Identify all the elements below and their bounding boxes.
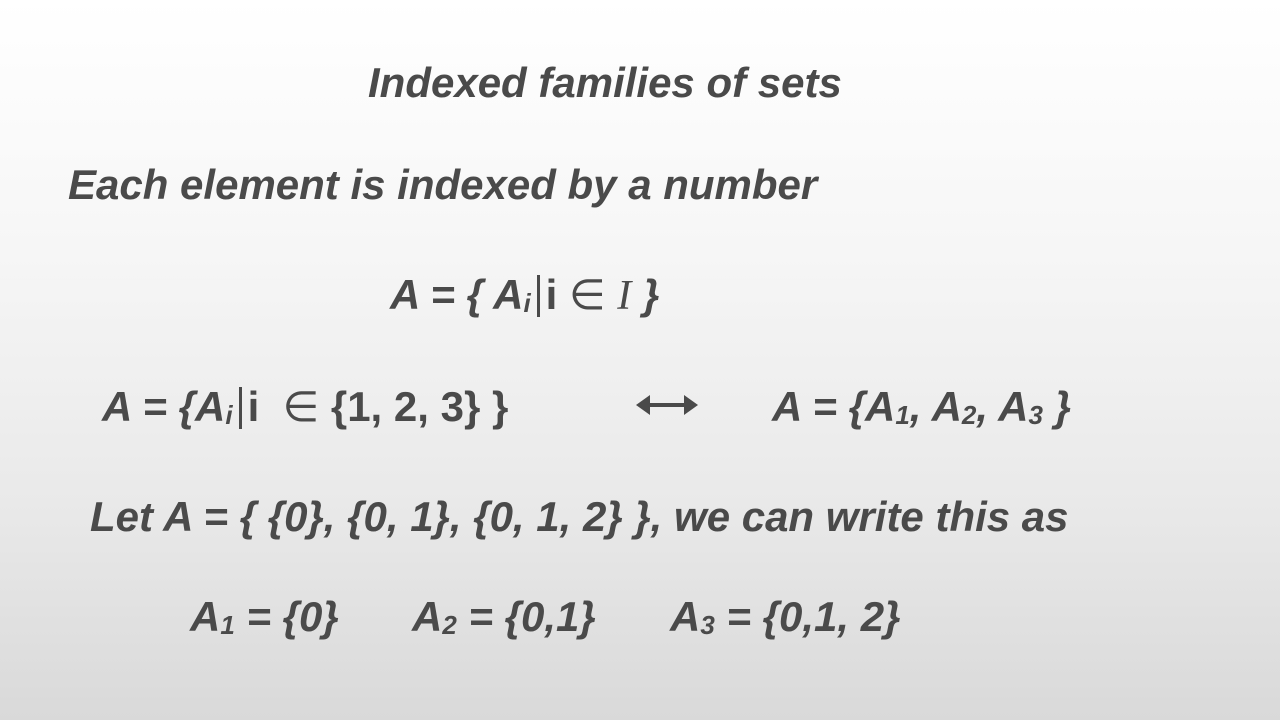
definition-a1 <box>190 593 339 641</box>
family-example-equation <box>102 382 509 431</box>
family-definition-equation <box>390 270 660 319</box>
definition-a2 <box>412 593 596 641</box>
slide-title: Indexed families of sets <box>368 59 842 106</box>
equation-lhs: A = {A <box>102 383 226 430</box>
definition-lhs: A <box>190 593 221 640</box>
equation-lhs: A = {A <box>772 383 896 430</box>
closing-brace: } <box>642 271 660 318</box>
definition-subscript: 1 <box>220 610 235 641</box>
definition-subscript: 2 <box>442 610 457 641</box>
equation-lhs: A = { A <box>390 271 524 318</box>
separator-2: , A <box>976 383 1029 430</box>
index-set-symbol: I <box>617 273 632 319</box>
definition-rhs: = {0,1, 2} <box>714 593 901 640</box>
subscript-1: 1 <box>895 400 910 431</box>
index-variable: i <box>247 383 260 430</box>
definition-rhs: = {0,1} <box>456 593 596 640</box>
index-subscript: i <box>225 400 233 431</box>
subscript-3: 3 <box>1028 400 1043 431</box>
element-of-symbol: ∈ <box>282 382 320 431</box>
subscript-2: 2 <box>961 400 977 431</box>
index-variable: i <box>545 271 558 318</box>
index-subscript: i <box>523 288 531 319</box>
element-of-symbol: ∈ <box>569 270 606 319</box>
closing-brace: } <box>1054 383 1072 430</box>
index-set-values: {1, 2, 3} } <box>330 383 509 430</box>
set-builder-bar <box>537 275 540 317</box>
example-statement: Let A = { {0}, {0, 1}, {0, 1, 2} }, we can write this as <box>90 493 1069 540</box>
definition-a3 <box>670 593 901 641</box>
slide-subtitle: Each element is indexed by a number <box>68 161 818 208</box>
definition-subscript: 3 <box>700 610 715 641</box>
definition-rhs: = {0} <box>234 593 339 640</box>
separator-1: , A <box>909 383 962 430</box>
family-listing-equation <box>772 383 1072 431</box>
left-right-arrow-icon <box>636 392 698 418</box>
definition-lhs: A <box>670 593 701 640</box>
set-builder-bar <box>239 387 242 429</box>
definition-lhs: A <box>412 593 443 640</box>
